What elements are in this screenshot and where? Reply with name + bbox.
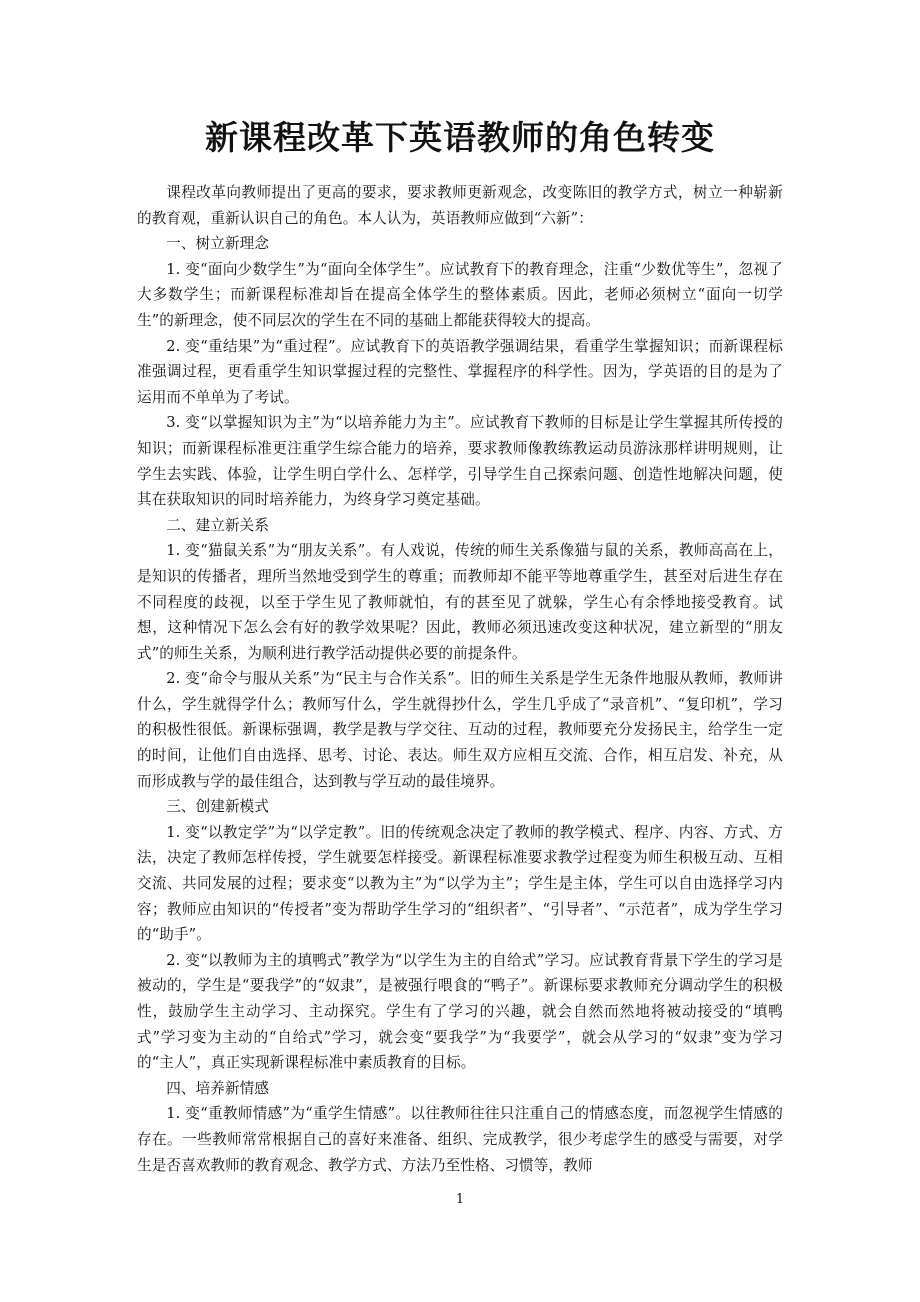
body-paragraph: 1. 变“猫鼠关系”为“朋友关系”。有人戏说，传统的师生关系像猫与鼠的关系，教师高高在上，是知识的传播者，理所当然地受到学生的尊重；而教师却不能平等地尊重学生，甚至对后进生存在不同程度的歧视，以至于学生见了教师就怕，有的甚至见了就躲，学生心有余悸地接受教育。试想，这种情况下怎么会有好的教学效果呢？因此，教师必须迅速改变这种状况，建立新型的“朋友式”的师生关系，为顺利进行教学活动提供必要的前提条件。 [137,542,783,662]
section-heading: 四、培养新情感 [166,1079,270,1097]
document-title: 新课程改革下英语教师的角色转变 [205,118,715,157]
section-heading: 一、树立新理念 [166,235,270,253]
section-heading: 三、创建新模式 [166,798,270,816]
document-body [137,180,783,1178]
body-paragraph: 2. 变“重结果”为“重过程”。应试教育下的英语教学强调结果，看重学生掌握知识；而新课程标准强调过程，更看重学生知识掌握过程的完整性、掌握程序的科学性。因为，学英语的目的是为了运用而不单单为了考试。 [137,337,783,406]
body-paragraph: 1. 变“面向少数学生”为“面向全体学生”。应试教育下的教育理念，注重“少数优等生”，忽视了大多数学生；而新课程标准却旨在提高全体学生的整体素质。因此，老师必须树立“面向一切学生”的新理念，使不同层次的学生在不同的基础上都能获得较大的提高。 [137,260,783,329]
section-heading: 二、建立新关系 [166,516,270,534]
body-paragraph: 1. 变“以教定学”为“以学定教”。旧的传统观念决定了教师的教学模式、程序、内容、方式、方法，决定了教师怎样传授，学生就要怎样接受。新课程标准要求教学过程变为师生积极互动、互相交流、共同发展的过程；要求变“以教为主”为“以学为主”；学生是主体，学生可以自由选择学习内容；教师应由知识的“传授者”变为帮助学生学习的“组织者”、“引导者”、“示范者”，成为学生学习的“助手”。 [137,823,783,944]
body-paragraph: 2. 变“命令与服从关系”为“民主与合作关系”。旧的师生关系是学生无条件地服从教师，教师讲什么，学生就得学什么；教师写什么，学生就得抄什么，学生几乎成了“录音机”、“复印机”，学习的积极性很低。新课标强调，教学是教与学交往、互动的过程，教师要充分发扬民主，给学生一定的时间，让他们自由选择、思考、讨论、表达。师生双方应相互交流、合作，相互启发、补充，从而形成教与学的最佳组合，达到教与学互动的最佳境界。 [137,670,783,790]
body-paragraph: 1. 变“重教师情感”为“重学生情感”。以往教师往往只注重自己的情感态度，而忽视学生情感的存在。一些教师常常根据自己的喜好来准备、组织、完成教学，很少考虑学生的感受与需要，对学生是否喜欢教师的教育观念、教学方式、方法乃至性格、习惯等，教师 [137,1105,783,1174]
intro-paragraph: 课程改革向教师提出了更高的要求，要求教师更新观念，改变陈旧的教学方式，树立一种崭新的教育观，重新认识自己的角色。本人认为，英语教师应做到“六新”： [137,184,783,227]
page-number: 1 [455,1192,465,1207]
body-paragraph: 2. 变“以教师为主的填鸭式”教学为“以学生为主的自给式”学习。应试教育背景下学生的学习是被动的，学生是“要我学”的“奴隶”，是被强行喂食的“鸭子”。新课标要求教师充分调动学生的积极性，鼓励学生主动学习、主动探究。学生有了学习的兴趣，就会自然而然地将被动接受的“填鸭式”学习变为主动的“自给式”学习，就会变“要我学”为“我要学”，就会从学习的“奴隶”变为学习的“主人”，真正实现新课程标准中素质教育的目标。 [137,951,783,1072]
body-paragraph: 3. 变“以掌握知识为主”为“以培养能力为主”。应试教育下教师的目标是让学生掌握其所传授的知识；而新课程标准更注重学生综合能力的培养，要求教师像教练教运动员游泳那样讲明规则，让学生去实践、体验，让学生明白学什么、怎样学，引导学生自己探索问题、创造性地解决问题，使其在获取知识的同时培养能力，为终身学习奠定基础。 [137,414,783,509]
